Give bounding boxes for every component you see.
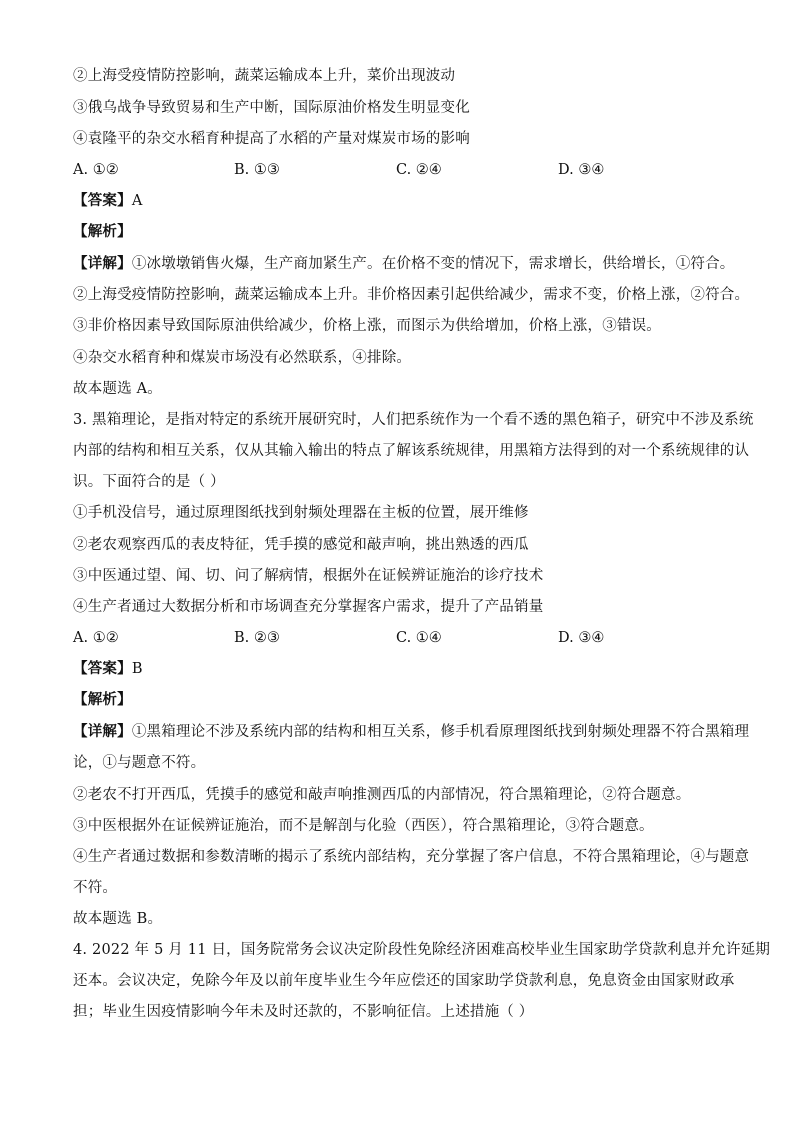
q3-detail-4-cont: 不符。: [73, 880, 118, 896]
q2-detail-tag: 【详解】: [73, 255, 132, 272]
q2-conclusion: 故本题选 A。: [73, 381, 162, 397]
q2-detail-1-text: ①冰墩墩销售火爆，生产商加紧生产。在价格不变的情况下，需求增长，供给增长，①符合。: [131, 256, 735, 272]
q2-options: [73, 160, 733, 180]
q2-detail-3: ③非价格因素导致国际原油供给减少，价格上涨，而图示为供给增加，价格上涨，③错误。: [73, 318, 661, 334]
q2-answer: [73, 191, 723, 211]
q3-analysis-tag: 【解析】: [73, 691, 132, 708]
q2-option-c: C. ②④: [396, 162, 442, 178]
q3-detail-4: ④生产者通过数据和参数清晰的揭示了系统内部结构，充分掌握了客户信息，不符合黑箱理论，④与题意: [73, 849, 750, 865]
q3-detail-tag: 【详解】: [73, 723, 132, 740]
q2-detail-4: ④杂交水稻育种和煤炭市场没有必然联系，④排除。: [73, 350, 412, 366]
q3-answer-value: B: [131, 661, 143, 677]
q2-statement-4: ④袁隆平的杂交水稻育种提高了水稻的产量对煤炭市场的影响: [73, 131, 470, 147]
q2-option-a: A. ①②: [73, 162, 119, 178]
q3-detail-3: ③中医根据外在证候辨证施治，而不是解剖与化验（西医），符合黑箱理论，③符合题意。: [73, 818, 654, 834]
q2-statement-2: ②上海受疫情防控影响，蔬菜运输成本上升，菜价出现波动: [73, 68, 456, 84]
q3-detail-1-text: ①黑箱理论不涉及系统内部的结构和相互关系，修手机看原理图纸找到射频处理器不符合黑箱理: [131, 724, 750, 740]
q4-stem-3: 担；毕业生因疫情影响今年未及时还款的，不影响征信。上述措施（ ）: [73, 1004, 534, 1020]
q3-answer-tag: 【答案】: [73, 660, 132, 677]
q2-analysis-tag: 【解析】: [73, 223, 132, 240]
q2-option-d: D. ③④: [558, 162, 605, 178]
q3-option-a: A. ①②: [73, 630, 119, 646]
q2-statement-3: ③俄乌战争导致贸易和生产中断，国际原油价格发生明显变化: [73, 100, 470, 116]
q4-stem-2: 还本。会议决定，免除今年及以前年度毕业生今年应偿还的国家助学贷款利息，免息资金由国家财政承: [73, 973, 735, 989]
q2-answer-value: A: [131, 193, 143, 209]
q3-stem-2: 内部的结构和相互关系，仅从其输入输出的特点了解该系统规律，用黑箱方法得到的对一个系统规律的认: [73, 443, 750, 459]
q3-options: [73, 628, 733, 648]
q3-stem-3: 识。下面符合的是（ ）: [73, 474, 225, 490]
q3-option-c: C. ①④: [396, 630, 442, 646]
q3-detail-1-cont: 论，①与题意不符。: [73, 755, 206, 771]
q2-option-b: B. ①③: [234, 162, 280, 178]
q4-stem-1: 4. 2022 年 5 月 11 日，国务院常务会议决定阶段性免除经济困难高校毕业生国家助学贷款利息并允许延期: [73, 942, 771, 958]
q3-conclusion: 故本题选 B。: [73, 911, 163, 927]
q3-option-b: B. ②③: [234, 630, 280, 646]
q2-detail-1: [73, 254, 735, 274]
q3-statement-2: ②老农观察西瓜的表皮特征，凭手摸的感觉和敲声响，挑出熟透的西瓜: [73, 537, 529, 553]
q3-statement-3: ③中医通过望、闻、切、问了解病情，根据外在证候辨证施治的诊疗技术: [73, 568, 544, 584]
q2-answer-tag: 【答案】: [73, 192, 132, 209]
q2-detail-2: ②上海受疫情防控影响，蔬菜运输成本上升。非价格因素引起供给减少，需求不变，价格上涨，②符合。: [73, 287, 750, 303]
q3-answer: [73, 659, 723, 679]
q3-option-d: D. ③④: [558, 630, 605, 646]
q3-stem-1: 3. 黑箱理论，是指对特定的系统开展研究时，人们把系统作为一个看不透的黑色箱子，研究中不涉及系统: [73, 412, 754, 428]
q3-detail-1: [73, 722, 750, 742]
q3-statement-4: ④生产者通过大数据分析和市场调查充分掌握客户需求，提升了产品销量: [73, 599, 544, 615]
q3-statement-1: ①手机没信号，通过原理图纸找到射频处理器在主板的位置，展开维修: [73, 505, 529, 521]
q3-detail-2: ②老农不打开西瓜，凭摸手的感觉和敲声响推测西瓜的内部情况，符合黑箱理论，②符合题意。: [73, 787, 691, 803]
